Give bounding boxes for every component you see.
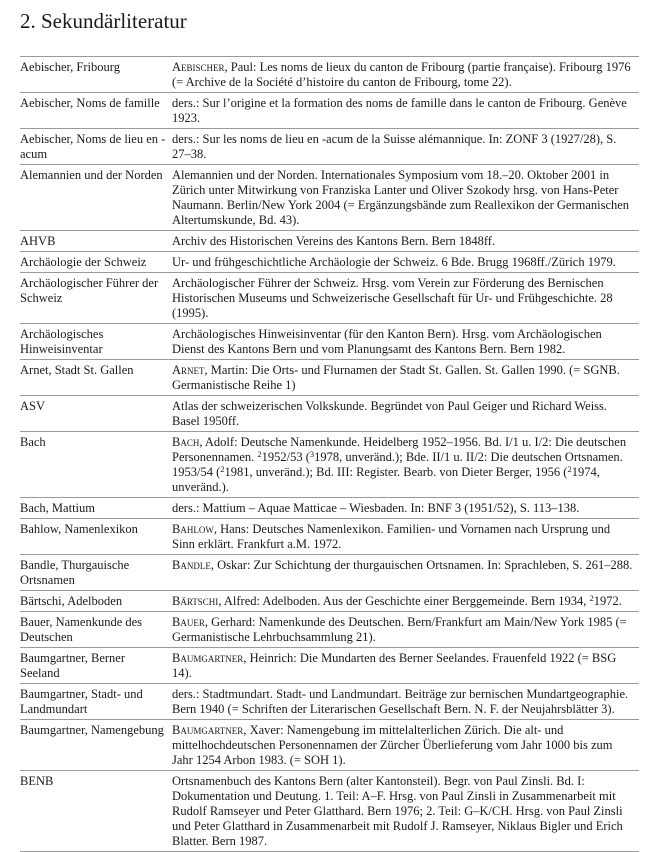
bib-key: Baumgartner, Namengebung (20, 723, 164, 737)
entry-text: , Oskar: Zur Schichtung der thurgauischen Ortsnamen. In: Sprachleben, S. 261–288. (210, 558, 633, 572)
bib-row (20, 612, 639, 648)
bib-entry: Archiv des Historischen Vereins des Kantons Bern. Bern 1848ff. (172, 234, 496, 248)
bib-entry (172, 558, 639, 588)
bib-row (20, 498, 639, 519)
entry-text: , Hans: Deutsches Namenlexikon. Familien- und Vornamen nach Ursprung und Sinn erklärt. Frankfurt a.M. 1972. (172, 522, 611, 551)
author-name: Arnet (172, 363, 205, 377)
bib-row (20, 432, 639, 498)
bib-entry (172, 522, 639, 552)
entry-text: 1952/53 ( (261, 450, 310, 464)
bib-key: Bandle, Thurgauische Ortsnamen (20, 558, 130, 587)
author-name: Aebischer (172, 60, 225, 74)
bib-entry: Archäologischer Führer der Schweiz. Hrsg. vom Verein zur Förderung des Bernischen Historischen Museums und Schweizerische Gesellschaft für Ur- und Frühgeschichte. 28 (1995). (172, 276, 613, 320)
bib-key: Archäologie der Schweiz (20, 255, 147, 269)
edition-number: 2 (567, 464, 572, 474)
bib-key: Aebischer, Noms de lieu en -acum (20, 132, 166, 161)
bib-entry (172, 435, 639, 495)
bib-entry: ders.: Stadtmundart. Stadt- und Landmundart. Beiträge zur bernischen Mundartgeographie. Bern 1940 (= Schriften der Literarischen Gesellschaft Bern. N. F. der Neujahrsblätter 3). (172, 687, 629, 716)
entry-text: , Xaver: Namengebung im mittelalterlichen Zürich. Die alt- und mittelhochdeutschen Personennamen der Zürcher Überlieferung vom Jahr 1000 bis zum Jahr 1254 Arbon 1983. (= SOH 1). (172, 723, 613, 767)
bib-key: ASV (20, 399, 46, 413)
bib-row (20, 519, 639, 555)
entry-text: 1978, unveränd.); Bde. II/1 u. II/2: Die deutschen Ortsnamen. 1953/54 ( (172, 450, 623, 479)
edition-number: 2 (257, 449, 262, 459)
bib-key: Arnet, Stadt St. Gallen (20, 363, 134, 377)
section-heading: 2. Sekundärliteratur (20, 9, 187, 33)
author-name: Bauer (172, 615, 205, 629)
author-name: Baumgartner (172, 723, 244, 737)
bib-entry (172, 615, 639, 645)
entry-text: , Paul: Les noms de lieux du canton de Fribourg (partie française). Fribourg 1976 (= Archive de la Société d’histoire du canton de Fribourg, tome 22). (172, 60, 631, 89)
bib-entry (172, 594, 639, 609)
bib-row (20, 771, 639, 852)
bib-key: Bach (20, 435, 46, 449)
bib-key: Aebischer, Fribourg (20, 60, 120, 74)
edition-number: 3 (309, 449, 315, 459)
bib-row (20, 273, 639, 324)
bib-entry: Atlas der schweizerischen Volkskunde. Begründet von Paul Geiger und Richard Weiss. Basel 1950ff. (172, 399, 608, 428)
bib-entry: ders.: Mattium – Aquae Matticae – Wiesbaden. In: BNF 3 (1951/52), S. 113–138. (172, 501, 580, 515)
bib-row (20, 684, 639, 720)
bib-row (20, 555, 639, 591)
bib-key: Alemannien und der Norden (20, 168, 163, 182)
entry-text: , Alfred: Adelboden. Aus der Geschichte einer Berggemeinde. Bern 1934, (218, 594, 590, 608)
bib-entry: ders.: Sur les noms de lieu en -acum de la Suisse alémannique. In: ZONF 3 (1927/28), S. 27–38. (172, 132, 617, 161)
bib-key: Baumgartner, Stadt- und Landmundart (20, 687, 143, 716)
bib-row (20, 648, 639, 684)
bib-entry: Ur- und frühgeschichtliche Archäologie der Schweiz. 6 Bde. Brugg 1968ff./Zürich 1979. (172, 255, 616, 269)
bib-row (20, 252, 639, 273)
bib-entry: Ortsnamenbuch des Kantons Bern (alter Kantonsteil). Begr. von Paul Zinsli. Bd. I: Dokumentation und Deutung. 1. Teil: A–F. Hrsg. von Paul Zinsli in Zusammenarbeit mit Rudolf Ramseyer und Peter Glatthard. Bern 1976; 2. Teil: G–K/CH. Hrsg. von Paul Zinsli und Peter Glatthard in Zusammenarbeit mit Rudolf J. Ramseyer, Niklaus Bigler und Erich Blatter. Bern 1987. (172, 774, 623, 848)
author-name: Bahlow (172, 522, 214, 536)
entry-text: , Gerhard: Namenkunde des Deutschen. Bern/Frankfurt am Main/New York 1985 (= Germanistische Lehrbuchsammlung 21). (172, 615, 627, 644)
bib-row (20, 231, 639, 252)
bibliography-table (20, 56, 639, 852)
bib-row (20, 396, 639, 432)
bib-key: AHVB (20, 234, 56, 248)
bib-row (20, 360, 639, 396)
bib-row (20, 324, 639, 360)
bib-entry: Alemannien und der Norden. Internationales Symposium vom 18.–20. Oktober 2001 in Zürich unter Mitwirkung von Franziska Lanter und Oliver Szokody hrsg. von Hans-Peter Naumann. Berlin/New York 2004 (= Ergänzungsbände zum Reallexikon der Germanischen Altertumskunde, Bd. 43). (172, 168, 630, 227)
bib-key: Bahlow, Namenlexikon (20, 522, 138, 536)
bib-row (20, 93, 639, 129)
author-name: Baumgartner (172, 651, 244, 665)
bib-entry: Archäologisches Hinweisinventar (für den Kanton Bern). Hrsg. vom Archäologischen Dienst des Kantons Bern und vom Planungsamt des Kantons Bern. Bern 1982. (172, 327, 602, 356)
bib-row (20, 57, 639, 93)
edition-number: 2 (220, 464, 225, 474)
bib-entry (172, 60, 639, 90)
entry-text: , Heinrich: Die Mundarten des Berner Seelandes. Frauenfeld 1922 (= BSG 14). (172, 651, 617, 680)
bib-row (20, 129, 639, 165)
entry-text: , Martin: Die Orts- und Flurnamen der Stadt St. Gallen. St. Gallen 1990. (= SGNB. Germanistische Reihe 1) (172, 363, 620, 392)
bib-entry (172, 651, 639, 681)
bib-key: Aebischer, Noms de famille (20, 96, 160, 110)
entry-text: 1981, unveränd.); Bd. III: Register. Bearb. von Dieter Berger, 1956 ( (224, 465, 568, 479)
entry-text: 1972. (593, 594, 622, 608)
bib-key: Baumgartner, Berner Seeland (20, 651, 126, 680)
edition-number: 2 (589, 593, 594, 603)
bib-entry: ders.: Sur l’origine et la formation des noms de famille dans le canton de Fribourg. Genève 1923. (172, 96, 627, 125)
bib-key: BENB (20, 774, 54, 788)
entry-text: 1974, unveränd.). (172, 465, 600, 494)
bib-row (20, 165, 639, 231)
bib-key: Bärtschi, Adelboden (20, 594, 123, 608)
bib-row (20, 591, 639, 612)
bib-key: Bach, Mattium (20, 501, 95, 515)
author-name: Bandle (172, 558, 211, 572)
bib-entry (172, 363, 639, 393)
entry-text: , Adolf: Deutsche Namenkunde. Heidelberg 1952–1956. Bd. I/1 u. I/2: Die deutschen Personennamen. (172, 435, 627, 464)
author-name: Bach (172, 435, 200, 449)
bib-key: Archäologisches Hinweisinventar (20, 327, 104, 356)
bib-key: Archäologischer Führer der Schweiz (20, 276, 159, 305)
bib-row (20, 720, 639, 771)
bib-key: Bauer, Namenkunde des Deutschen (20, 615, 143, 644)
bib-entry (172, 723, 639, 768)
author-name: Bärtschi (172, 594, 219, 608)
